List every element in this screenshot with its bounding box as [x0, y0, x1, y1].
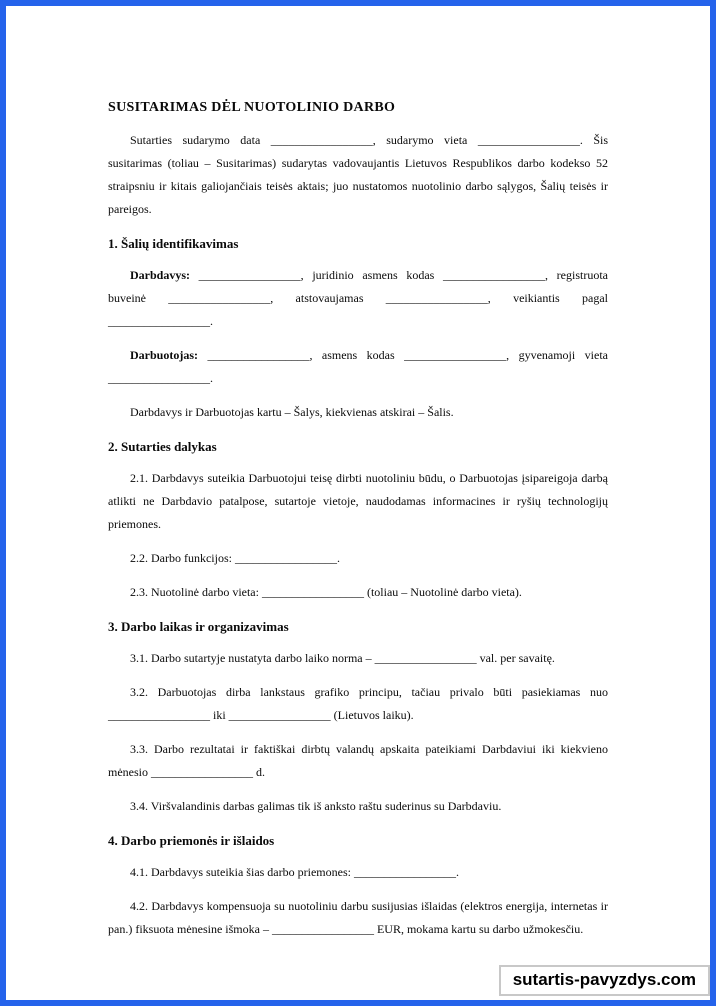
employee-fill-text: _________________, asmens kodas _________________, gyvenamoji vieta _________________. [108, 348, 608, 385]
section-heading-4: 4. Darbo priemonės ir išlaidos [108, 833, 275, 848]
clause-2-1: 2.1. Darbdavys suteikia Darbuotojui teisę dirbti nuotoliniu būdu, o Darbuotojas įsipareigoja darbą atlikti ne Darbdavio patalpose, sutartoje vietoje, naudodamas informacines ir ryšių technologijų priemones. [108, 471, 608, 531]
employer-fill-text: _________________, juridinio asmens kodas _________________, registruota buveinė _________________, atstovaujamas _________________, veikiantis pagal _________________. [108, 268, 608, 328]
clause-4-1: 4.1. Darbdavys suteikia šias darbo priemones: _________________. [130, 865, 459, 879]
document-content [6, 6, 710, 941]
clause-4-2: 4.2. Darbdavys kompensuoja su nuotoliniu darbu susijusias išlaidas (elektros energija, internetas ir pan.) fiksuota mėnesine išmoka – _________________ EUR, mokama kartu su darbo užmokesčiu. [108, 899, 608, 936]
clause-3-4: 3.4. Viršvalandinis darbas galimas tik iš anksto raštu suderinus su Darbdaviu. [130, 799, 502, 813]
section-heading-1: 1. Šalių identifikavimas [108, 236, 239, 251]
watermark-badge[interactable]: sutartis-pavyzdys.com [499, 965, 710, 996]
employee-paragraph [108, 344, 608, 390]
clause-2-3: 2.3. Nuotolinė darbo vieta: _________________ (toliau – Nuotolinė darbo vieta). [130, 585, 522, 599]
intro-paragraph: Sutarties sudarymo data _________________, sudarymo vieta _________________. Šis susitarimas (toliau – Susitarimas) sudarytas vadovaujantis Lietuvos Respublikos darbo kodekso 52 straipsniu ir kitais galiojančiais teisės aktais; juo nustatomos nuotolinio darbo sąlygos, Šalių teisės ir pareigos. [108, 133, 608, 216]
document-title: SUSITARIMAS DĖL NUOTOLINIO DARBO [108, 100, 396, 115]
clause-2-2: 2.2. Darbo funkcijos: _________________. [130, 551, 340, 565]
section-heading-3: 3. Darbo laikas ir organizavimas [108, 619, 289, 634]
parties-note-paragraph: Darbdavys ir Darbuotojas kartu – Šalys, kiekvienas atskirai – Šalis. [130, 405, 454, 419]
employer-paragraph [108, 264, 608, 333]
clause-3-1: 3.1. Darbo sutartyje nustatyta darbo laiko norma – _________________ val. per savaitę. [130, 651, 555, 665]
section-heading-2: 2. Sutarties dalykas [108, 439, 217, 454]
employee-label: Darbuotojas: [130, 348, 198, 362]
employer-label: Darbdavys: [130, 268, 191, 282]
clause-3-3: 3.3. Darbo rezultatai ir faktiškai dirbtų valandų apskaita pateikiami Darbdaviui iki kiekvieno mėnesio _________________ d. [108, 742, 608, 779]
clause-3-2: 3.2. Darbuotojas dirba lankstaus grafiko principu, tačiau privalo būti pasiekiamas nuo _________________ iki _________________ (Lietuvos laiku). [108, 685, 608, 722]
